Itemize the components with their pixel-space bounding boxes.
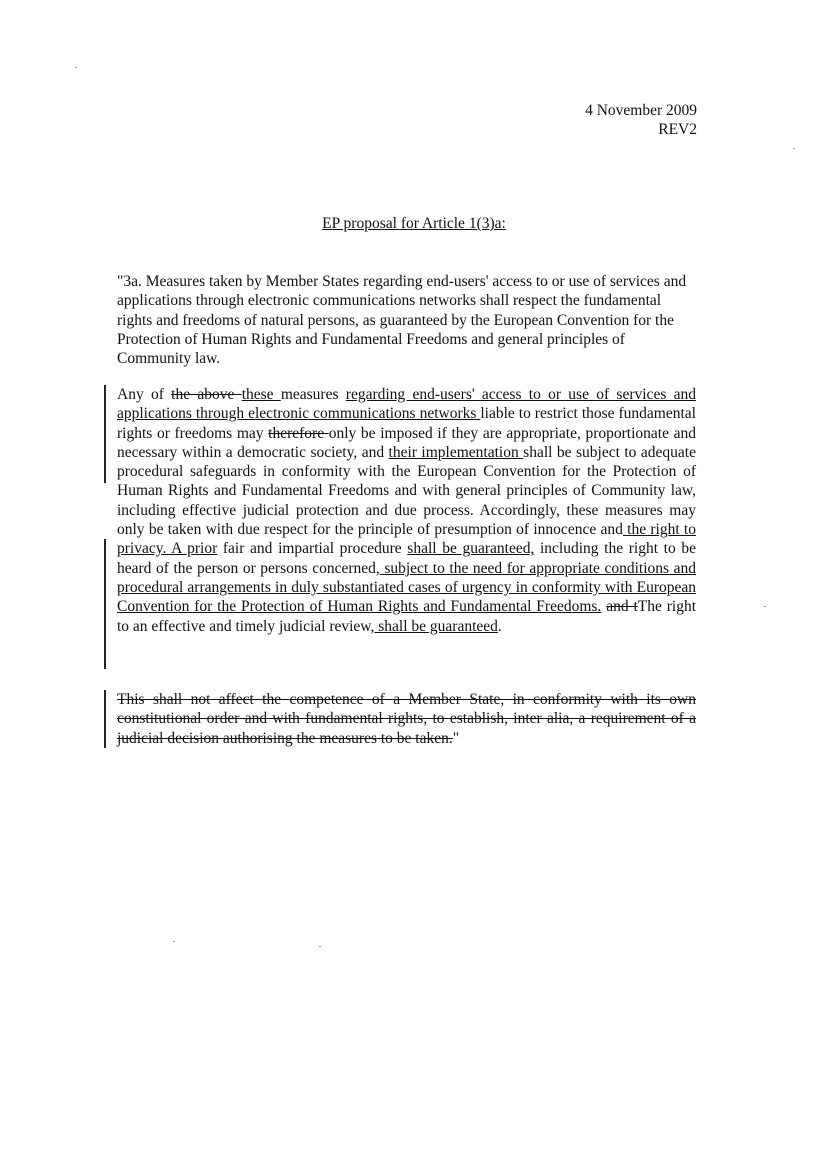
inserted-text: their implementation: [388, 443, 524, 461]
text-run: liable to restrict those fundamental rights or freedoms may: [117, 405, 696, 442]
inserted-text: shall be guaranteed,: [407, 540, 535, 558]
scan-speck: [75, 67, 77, 68]
scan-speck: [793, 148, 795, 149]
closing-quote: ": [452, 729, 460, 747]
text-run: measures: [280, 386, 346, 403]
document-title: [0, 215, 828, 233]
document-date: 4 November 2009: [585, 102, 697, 119]
paragraph-3a-intro: "3a. Measures taken by Member States regarding end-users' access to or use of services and applications through electronic communications networks shall respect the fundamental rights and freedoms of natural persons, as guaranteed by the European Convention for the Protection of Human Rights and Fundamental Freedoms and general principles of Community law.: [117, 273, 687, 368]
text-run: only be imposed if they are appropriate, proportionate and necessary within a democratic society, and: [117, 424, 696, 461]
deleted-text: therefore: [268, 424, 329, 442]
paragraph-deleted: [117, 690, 696, 748]
scan-speck: [319, 946, 321, 947]
title-text: EP proposal for Article 1(3)a:: [322, 215, 506, 232]
inserted-text: the right to privacy. A prior: [117, 521, 696, 558]
text-run: fair and impartial procedure: [217, 540, 408, 558]
scan-speck: [173, 941, 175, 942]
deleted-text: the above: [171, 386, 242, 403]
scan-speck: [764, 606, 766, 607]
text-run: including the right to be heard of the person or persons concerned,: [117, 540, 697, 577]
deleted-text: and t: [606, 598, 638, 616]
change-bar: [104, 385, 106, 483]
change-bar: [104, 690, 106, 748]
document-header: [585, 101, 697, 139]
inserted-text: these: [241, 386, 281, 403]
text-run: .: [497, 617, 502, 635]
revision-label: REV2: [658, 121, 697, 138]
inserted-text: , shall be guaranteed: [370, 617, 498, 635]
inserted-text: subject to the need for appropriate conditions and procedural arrangements in duly substantiated cases of urgency in conformity with European Convention for the Protection of Human Rights and Fundamental Freedoms.: [117, 559, 696, 616]
text-run: Any of: [117, 386, 172, 403]
paragraph-amended: [117, 385, 696, 636]
change-bar: [104, 539, 106, 669]
deleted-text: This shall not affect the competence of a Member State, in conformity with its own constitutional order and with fundamental rights, to establish, inter alia, a requirement of a judicial decision authorising the measures to be taken.: [117, 691, 696, 747]
inserted-text: regarding end-users' access to or use of services and applications through electronic communications networks: [117, 386, 697, 423]
inserted-text: The right to an effective and timely judicial review: [117, 598, 697, 635]
text-run: shall be subject to adequate procedural safeguards in conformity with the European Convention for the Protection of Human Rights and Fundamental Freedoms and with general principles of Community law, including effective judicial protection and due process. Accordingly, these measures may only be taken with due respect for the principle of presumption of innocence and: [117, 443, 696, 539]
